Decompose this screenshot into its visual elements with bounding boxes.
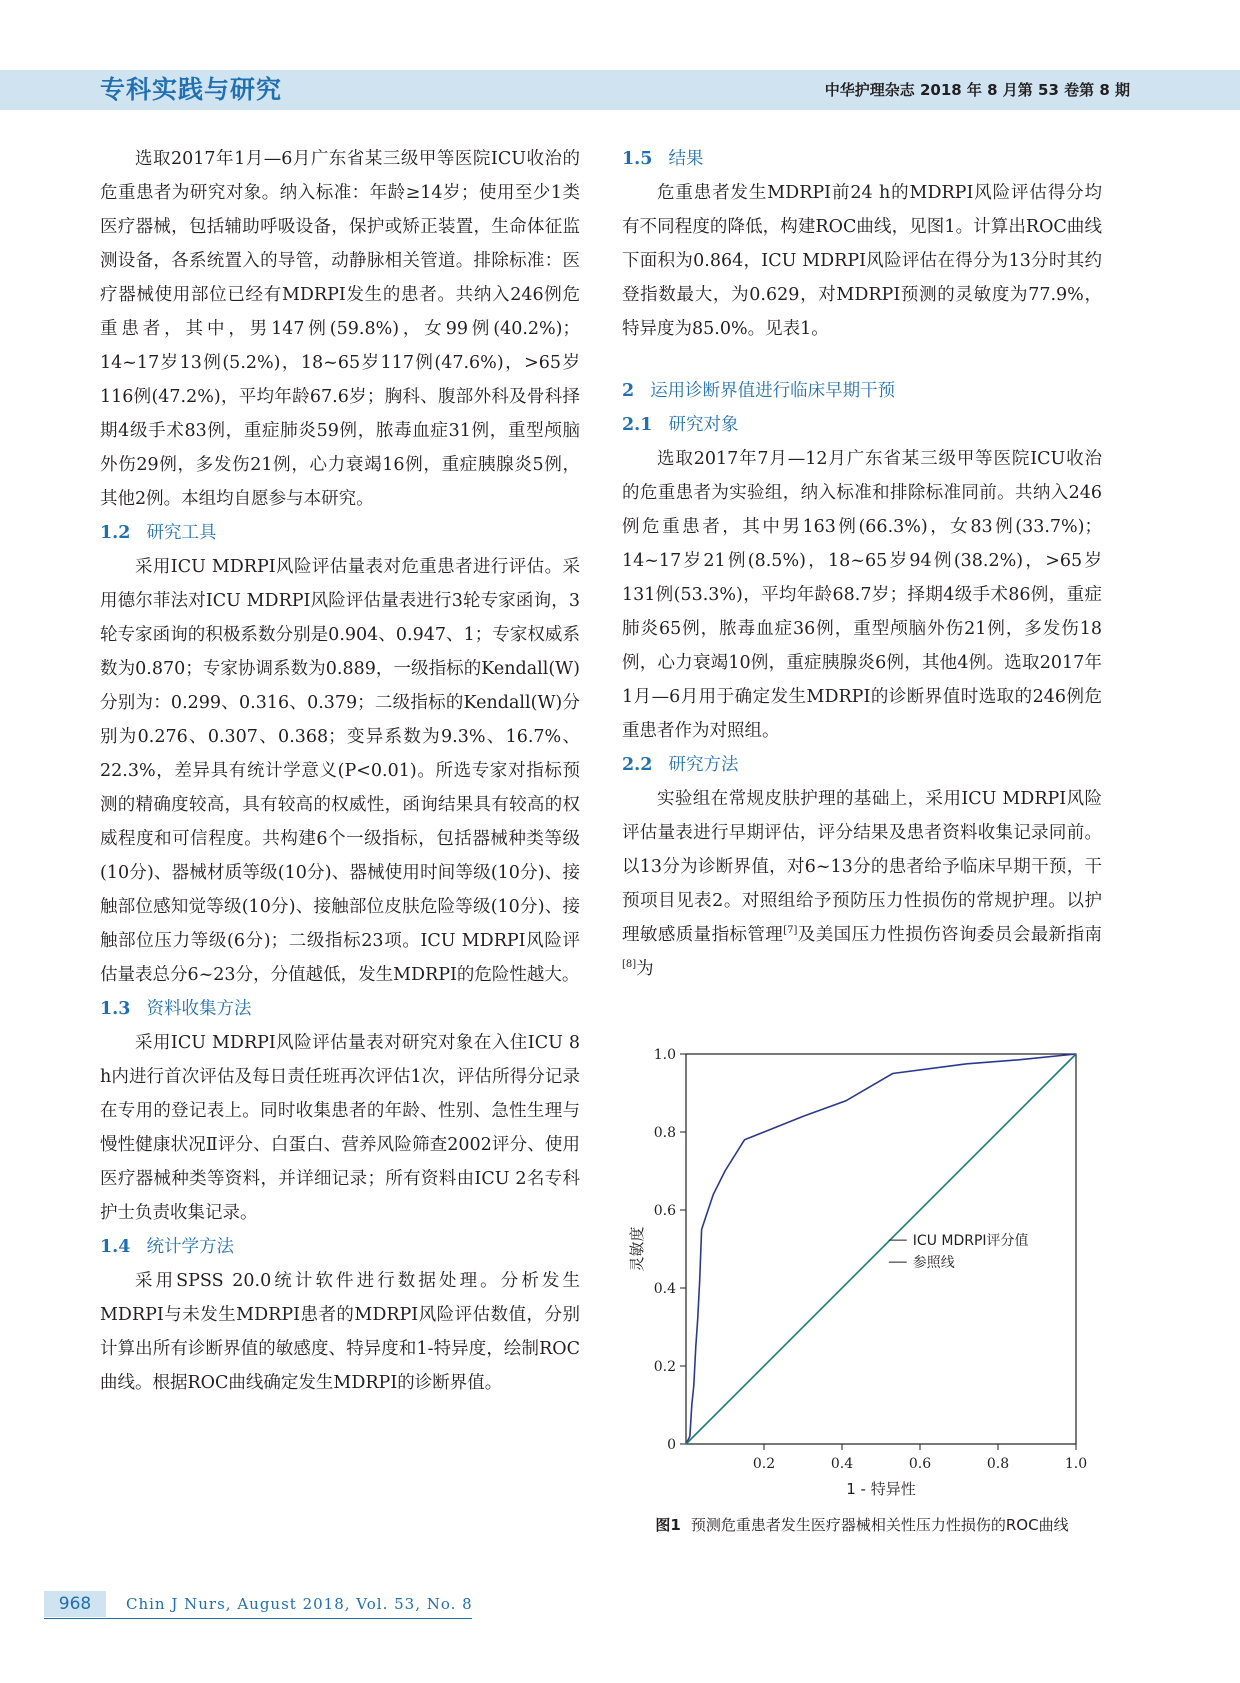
heading-text: 研究工具 [146, 523, 217, 543]
paragraph-subjects: 选取2017年1月—6月广东省某三级甲等医院ICU收治的危重患者为研究对象。纳入标准：年龄≥14岁；使用至少1类医疗器械，包括辅助呼吸设备，保护或矫正装置，生命体征监测设备，各系统置入的导管，动静脉相关管道。排除标准：医疗器械使用部位已经有MDRPI发生的患者。共纳入246例危重患者，其中，男147例(59.8%)，女99例(40.2%)；14~17岁13例(5.2%)，18~65岁117例(47.6%)，>65岁116例(47.2%)，平均年龄67.6岁；胸科、腹部外科及骨科择期4级手术83例，重症肺炎59例，脓毒血症31例，重型颅脑外伤29例，多发伤21例，心力衰竭16例，重症胰腺炎5例，其他2例。本组均自愿参与本研究。 [100, 149, 580, 509]
heading-number: 2 [622, 381, 635, 401]
heading-number: 1.3 [100, 999, 131, 1019]
x-tick-label: 0.2 [752, 1456, 776, 1472]
paragraph-study-objects: 选取2017年7月—12月广东省某三级甲等医院ICU收治的危重患者为实验组，纳入标准和排除标准同前。共纳入246例危重患者，其中男163例(66.3%)，女83例(33.7%)；14~17岁21例(8.5%)，18~65岁94例(38.2%)，>65岁131例(53.3%)，平均年龄68.7岁；择期4级手术86例，重症肺炎65例，脓毒血症36例，重型颅脑外伤21例，多发伤18例，心力衰竭10例，重症胰腺炎6例，其他4例。选取2017年1月—6月用于确定发生MDRPI的诊断界值时选取的246例危重患者作为对照组。 [622, 449, 1102, 741]
left-column [100, 142, 580, 1400]
reference-7: [7] [783, 925, 798, 937]
roc-chart [620, 1030, 1140, 1510]
y-tick-label: 0.4 [653, 1281, 676, 1297]
methods-text-end: 为 [636, 959, 654, 979]
x-tick-label: 0.4 [830, 1456, 854, 1472]
y-tick-label: 0.8 [653, 1125, 676, 1141]
paragraph-results: 危重患者发生MDRPI前24 h的MDRPI风险评估得分均有不同程度的降低，构建ROC曲线，见图1。计算出ROC曲线下面积为0.864，ICU MDRPI风险评估在得分为13分时其约登指数最大，为0.629，对MDRPI预测的灵敏度为77.9%，特异度为85.0%。见表1。 [622, 183, 1102, 339]
paragraph-methods [622, 782, 1102, 986]
heading-number: 2.1 [622, 415, 653, 435]
y-axis-label: 灵敏度 [628, 1226, 646, 1272]
heading-text: 统计学方法 [146, 1237, 234, 1257]
section-title: 专科实践与研究 [100, 75, 283, 104]
methods-text: 实验组在常规皮肤护理的基础上，采用ICU MDRPI风险评估量表进行早期评估，评分结果及患者资料收集记录同前。以13分为诊断界值，对6~13分的患者给予临床早期干预，干预项目见表2。对照组给予预防压力性损伤的常规护理。以护理敏感质量指标管理 [622, 789, 1102, 945]
heading-1-4 [100, 1230, 580, 1264]
reference-8: [8] [622, 959, 637, 971]
right-column [622, 142, 1102, 986]
heading-2-2 [622, 748, 1102, 782]
heading-number: 1.4 [100, 1237, 131, 1257]
heading-1-5 [622, 142, 1102, 176]
footer-citation: Chin J Nurs, August 2018, Vol. 53, No. 8 [126, 1595, 473, 1613]
y-tick-label: 1.0 [653, 1047, 676, 1063]
paragraph-tools: 采用ICU MDRPI风险评估量表对危重患者进行评估。采用德尔菲法对ICU MDRPI风险评估量表进行3轮专家函询，3轮专家函询的积极系数分别是0.904、0.947、1；专家权威系数为0.870；专家协调系数为0.889，一级指标的Kendall(W)分别为：0.299、0.316、0.379；二级指标的Kendall(W)分别为0.276、0.307、0.368；变异系数为9.3%、16.7%、22.3%，差异具有统计学意义(P<0.01)。所选专家对指标预测的精确度较高，具有较高的权威性，函询结果具有较高的权威程度和可信程度。共构建6个一级指标，包括器械种类等级(10分)、器械材质等级(10分)、器械使用时间等级(10分)、接触部位感知觉等级(10分)、接触部位皮肤危险等级(10分)、接触部位压力等级(6分)；二级指标23项。ICU MDRPI风险评估量表总分6~23分，分值越低，发生MDRPI的危险性越大。 [100, 557, 580, 985]
heading-text: 研究对象 [668, 415, 739, 435]
heading-1-2 [100, 516, 580, 550]
heading-number: 1.2 [100, 523, 131, 543]
y-tick-label: 0 [667, 1437, 676, 1453]
heading-2-1 [622, 408, 1102, 442]
heading-text: 研究方法 [668, 755, 739, 775]
x-tick-label: 0.6 [908, 1456, 932, 1472]
y-tick-label: 0.6 [653, 1203, 676, 1219]
paragraph-data-collection: 采用ICU MDRPI风险评估量表对研究对象在入住ICU 8 h内进行首次评估及每日责任班再次评估1次，评估所得分记录在专用的登记表上。同时收集患者的年龄、性别、急性生理与慢性健康状况Ⅱ评分、白蛋白、营养风险筛查2002评分、使用医疗器械种类等资料，并详细记录；所有资料由ICU 2名专科护士负责收集记录。 [100, 1033, 580, 1223]
x-tick-label: 1.0 [1064, 1456, 1088, 1472]
x-axis-label: 1 - 特异性 [846, 1480, 916, 1498]
heading-2 [622, 374, 1102, 408]
footer-rule [44, 1618, 472, 1619]
heading-number: 1.5 [622, 149, 653, 169]
legend-entry: ICU MDRPI评分值 [912, 1233, 1029, 1250]
heading-text: 结果 [668, 149, 704, 169]
heading-1-3 [100, 992, 580, 1026]
x-tick-label: 0.8 [986, 1456, 1010, 1472]
page-header [0, 70, 1240, 110]
heading-text: 资料收集方法 [146, 999, 252, 1019]
paragraph-statistics: 采用SPSS 20.0统计软件进行数据处理。分析发生MDRPI与未发生MDRPI患者的MDRPI风险评估数值，分别计算出所有诊断界值的敏感度、特异度和1-特异度，绘制ROC曲线。根据ROC曲线确定发生MDRPI的诊断界值。 [100, 1271, 580, 1393]
methods-text-mid: 及美国压力性损伤咨询委员会最新指南 [797, 925, 1103, 945]
figure-caption [622, 1513, 1102, 1537]
figure-caption-text: 预测危重患者发生医疗器械相关性压力性损伤的ROC曲线 [690, 1516, 1069, 1534]
heading-number: 2.2 [622, 755, 653, 775]
page-number: 968 [44, 1591, 106, 1617]
figure-label: 图1 [655, 1516, 681, 1534]
journal-issue: 中华护理杂志 2018 年 8 月第 53 卷第 8 期 [824, 81, 1130, 99]
heading-text: 运用诊断界值进行临床早期干预 [650, 381, 896, 401]
y-tick-label: 0.2 [653, 1359, 676, 1375]
legend-entry: 参照线 [912, 1255, 955, 1272]
